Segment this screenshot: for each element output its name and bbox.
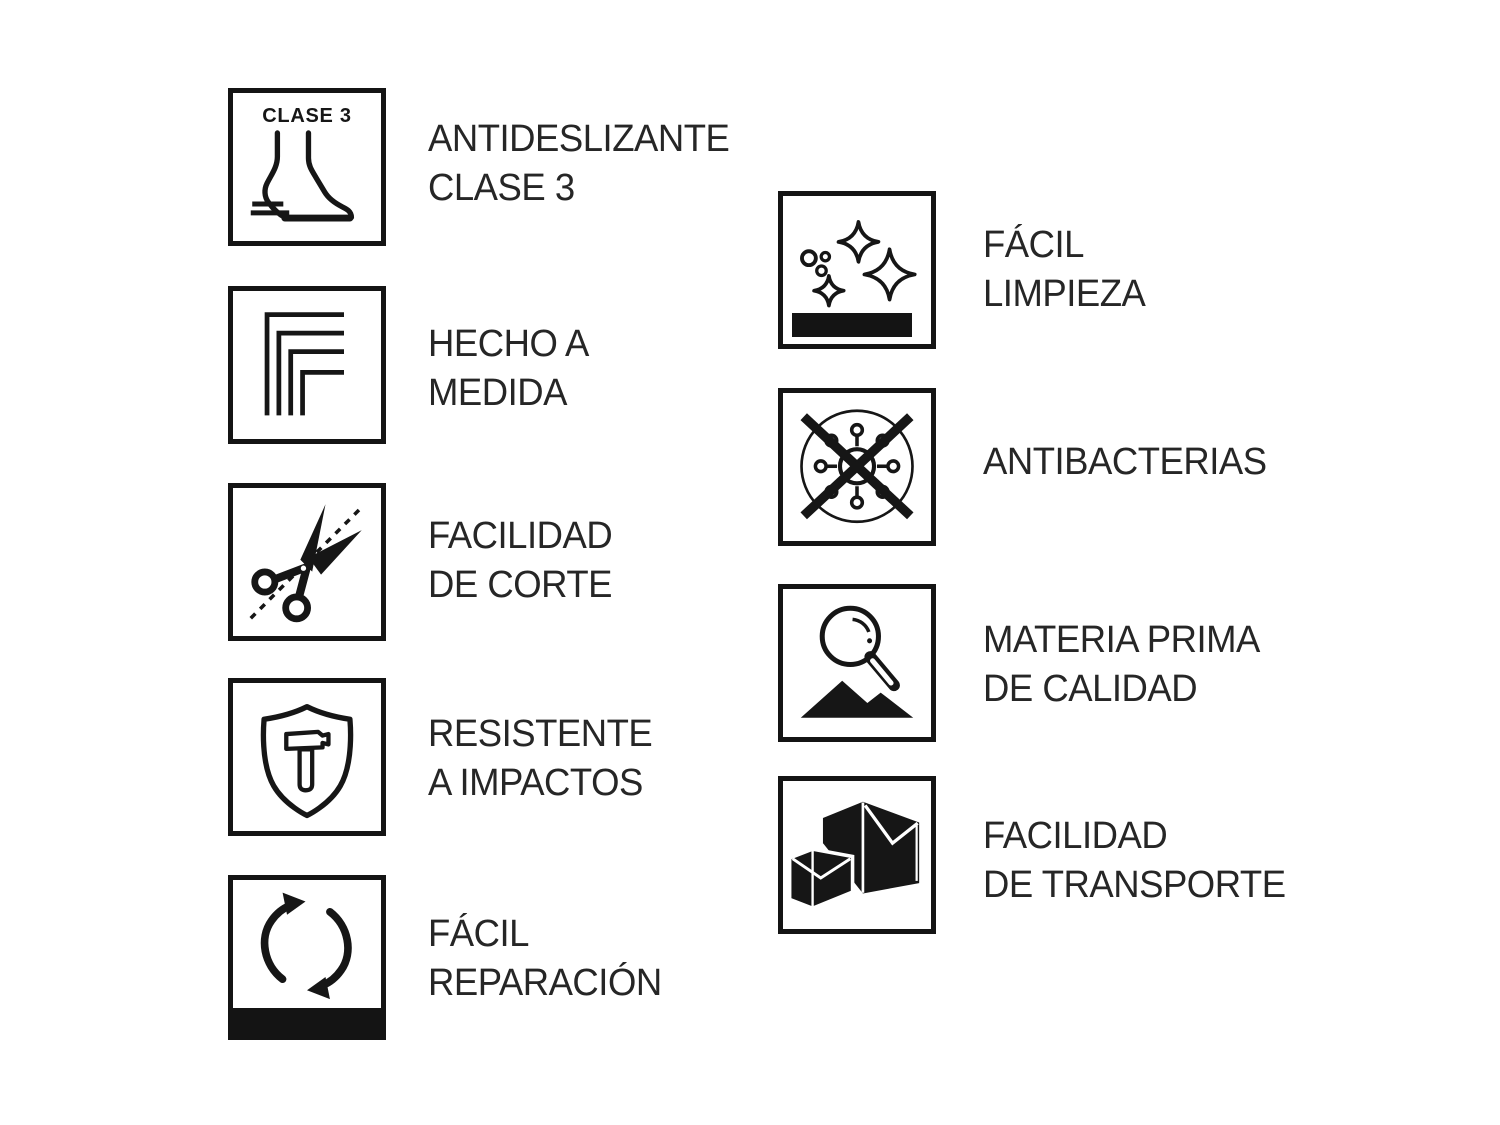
anti-slip-tile xyxy=(228,88,386,246)
nested-corners-icon xyxy=(233,291,381,439)
easy-cut-tile xyxy=(228,483,386,641)
easy-repair-tile xyxy=(228,875,386,1040)
made-to-measure-tile xyxy=(228,286,386,444)
impact-resistant-label: RESISTENTE A IMPACTOS xyxy=(428,713,653,804)
anti-slip-label: ANTIDESLIZANTE CLASE 3 xyxy=(428,118,730,209)
containers-icon xyxy=(783,781,931,929)
made-to-measure-label: HECHO A MEDIDA xyxy=(428,323,589,414)
easy-repair-label: FÁCIL REPARACIÓN xyxy=(428,913,662,1004)
magnifier-mountain-icon xyxy=(783,589,931,737)
easy-transport-label: FACILIDAD DE TRANSPORTE xyxy=(983,815,1286,906)
antibacterial-label: ANTIBACTERIAS xyxy=(983,441,1267,483)
antibacterial-tile xyxy=(778,388,936,546)
clean-surface-bar xyxy=(792,313,912,337)
no-virus-icon xyxy=(783,393,931,541)
impact-resistant-tile xyxy=(228,678,386,836)
quality-material-tile xyxy=(778,584,936,742)
easy-clean-tile xyxy=(778,191,936,349)
easy-cut-label: FACILIDAD DE CORTE xyxy=(428,515,613,606)
quality-material-label: MATERIA PRIMA DE CALIDAD xyxy=(983,619,1260,710)
shield-hammer-icon xyxy=(233,683,381,831)
base-layer-bar xyxy=(233,1008,381,1035)
foot-class3-icon xyxy=(233,93,381,241)
easy-transport-tile xyxy=(778,776,936,934)
easy-clean-label: FÁCIL LIMPIEZA xyxy=(983,224,1146,315)
scissors-icon xyxy=(233,488,381,636)
class3-badge: CLASE 3 xyxy=(262,104,352,127)
circular-arrows-icon xyxy=(233,880,381,1028)
